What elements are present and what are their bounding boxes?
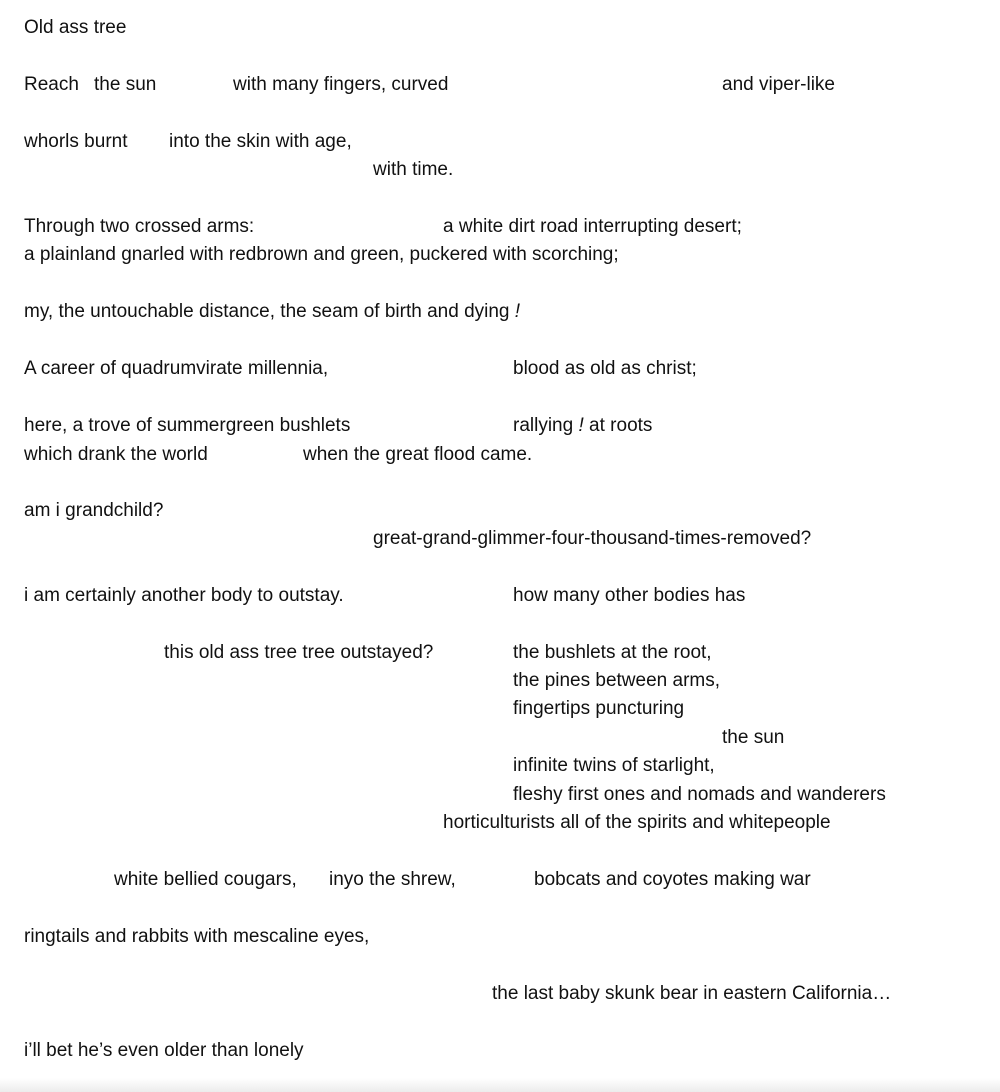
poem-line-fragment: the bushlets at the root, [513, 642, 712, 663]
poem-line-fragment: Through two crossed arms: [24, 216, 255, 237]
poem-line-fragment: white bellied cougars, [114, 869, 297, 890]
poem-line-fragment: this old ass tree tree outstayed? [164, 642, 434, 663]
poem-line-fragment: inyo the shrew, [329, 869, 456, 890]
poem-line-fragment: horticulturists all of the spirits and whitepeople [443, 812, 831, 833]
poem-line-fragment: with time. [373, 159, 454, 180]
poem-line-fragment: a white dirt road interrupting desert; [443, 216, 742, 237]
exclamation-mark: ! [578, 415, 584, 436]
poem-line-fragment: the pines between arms, [513, 670, 721, 691]
poem-text: rallying [513, 415, 574, 436]
poem-line-fragment: when the great flood came. [303, 444, 533, 465]
poem-line-fragment: into the skin with age, [169, 131, 352, 152]
poem-line-fragment: fleshy first ones and nomads and wanderers [513, 784, 886, 805]
poem-line-fragment: the sun [94, 74, 157, 95]
poem-line-fragment: bobcats and coyotes making war [534, 869, 811, 890]
poem-line-fragment: Reach [24, 74, 79, 95]
poem-line-fragment: great-grand-glimmer-four-thousand-times-removed? [373, 528, 812, 549]
poem-text: my, the untouchable distance, the seam of birth and dying [24, 301, 510, 322]
poem-line-fragment: and viper-like [722, 74, 835, 95]
poem-line-fragment: here, a trove of summergreen bushlets [24, 415, 351, 436]
poem-line-fragment: a plainland gnarled with redbrown and green, puckered with scorching; [24, 244, 619, 265]
poem-line-fragment: i am certainly another body to outstay. [24, 585, 344, 606]
exclamation-mark: ! [514, 301, 521, 322]
poem-line-fragment: whorls burnt [24, 131, 128, 152]
poem-line-fragment: A career of quadrumvirate millennia, [24, 358, 329, 379]
poem-line-fragment: am i grandchild? [24, 500, 164, 521]
poem-line-fragment: the sun [722, 727, 785, 748]
poem-line-fragment: blood as old as christ; [513, 358, 697, 379]
poem-line-fragment: fingertips puncturing [513, 698, 685, 719]
poem-line-fragment: which drank the world [24, 444, 208, 465]
poem-line-fragment [513, 414, 652, 438]
page-bottom-edge [0, 1078, 1000, 1092]
poem-line-fragment: ringtails and rabbits with mescaline eyes, [24, 926, 370, 947]
poem-title: Old ass tree [24, 17, 127, 38]
poem-line-fragment: how many other bodies has [513, 585, 746, 606]
poem-line-fragment [24, 300, 520, 324]
poem-line-fragment: the last baby skunk bear in eastern California… [492, 983, 892, 1004]
poem-line-fragment: i’ll bet he’s even older than lonely [24, 1040, 304, 1061]
poem-text: at roots [589, 415, 653, 436]
poem-line-fragment: with many fingers, curved [233, 74, 449, 95]
poem-line-fragment: infinite twins of starlight, [513, 755, 715, 776]
